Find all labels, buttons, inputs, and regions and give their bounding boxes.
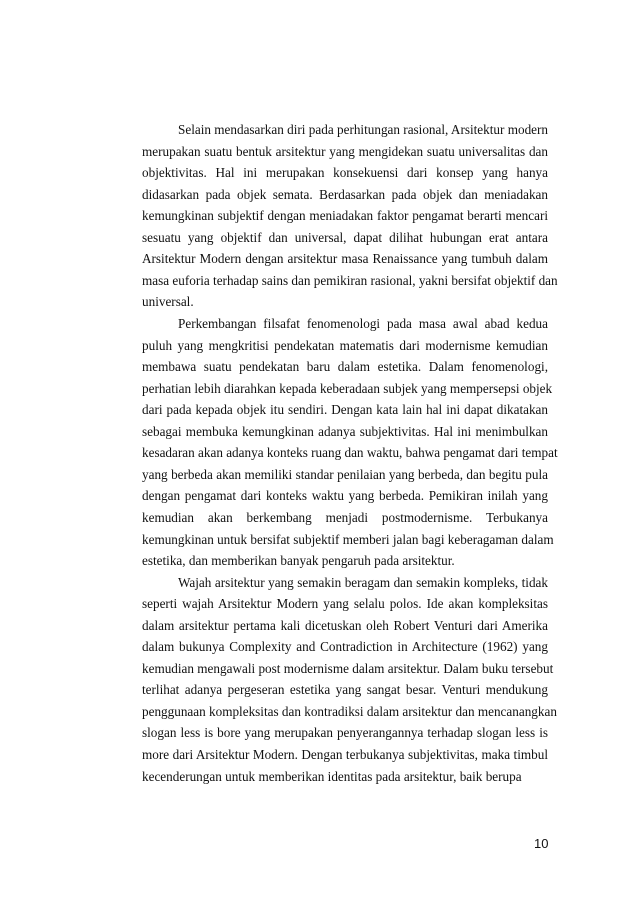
text-line: puluh yang mengkritisi pendekatan matematis dari modernisme kemudian xyxy=(142,337,548,353)
text-line: merupakan suatu bentuk arsitektur yang mengidekan suatu universalitas dan xyxy=(142,143,548,159)
text-line: universal. xyxy=(142,294,194,310)
text-line: perhatian lebih diarahkan kepada keberadaan subjek yang mempersepsi objek xyxy=(142,380,553,396)
text-line: dalam arsitektur pertama kali dicetuskan oleh Robert Venturi dari Amerika xyxy=(142,617,548,633)
text-line: Perkembangan filsafat fenomenologi pada masa awal abad kedua xyxy=(178,316,548,331)
text-line: dalam bukunya Complexity and Contradiction in Architecture (1962) yang xyxy=(142,639,548,655)
page-number: 10 xyxy=(534,836,549,851)
text-line: more dari Arsitektur Modern. Dengan terbukanya subjektivitas, maka timbul xyxy=(142,747,548,762)
text-line: objektivitas. Hal ini merupakan konsekuensi dari konsep yang hanya xyxy=(142,165,548,181)
text-line: slogan less is bore yang merupakan penyerangannya terhadap slogan less is xyxy=(142,725,548,741)
text-line: kemudian mengawali post modernisme dalam arsitektur. Dalam buku tersebut xyxy=(142,660,554,676)
text-line: dengan pengamat dari konteks waktu yang berbeda. Pemikiran inilah yang xyxy=(142,488,548,504)
text-line: kemungkinan subjektif dengan meniadakan faktor pengamat berarti mencari xyxy=(142,208,548,224)
text-line: yang berbeda akan memiliki standar penilaian yang berbeda, dan begitu pula xyxy=(142,466,548,482)
text-line: kecenderungan untuk memberikan identitas pada arsitektur, baik berupa xyxy=(142,768,522,784)
text-line: Arsitektur Modern dengan arsitektur masa Renaissance yang tumbuh dalam xyxy=(142,251,548,267)
text-line: didasarkan pada objek semata. Berdasarkan pada objek dan meniadakan xyxy=(142,186,548,202)
text-line: dari pada kepada objek itu sendiri. Dengan kata lain hal ini dapat dikatakan xyxy=(142,402,548,418)
text-line: Selain mendasarkan diri pada perhitungan rasional, Arsitektur modern xyxy=(178,122,548,137)
text-line: kemungkinan untuk bersifat subjektif memberi jalan bagi keberagaman dalam xyxy=(142,531,554,547)
text-line: penggunaan kompleksitas dan kontradiksi dalam arsitektur dan mencanangkan xyxy=(142,703,557,719)
text-line: Wajah arsitektur yang semakin beragam dan semakin kompleks, tidak xyxy=(178,574,548,590)
text-line: terlihat adanya pergeseran estetika yang sangat besar. Venturi mendukung xyxy=(142,682,548,698)
text-line: seperti wajah Arsitektur Modern yang selalu polos. Ide akan kompleksitas xyxy=(142,596,548,612)
text-line: sebagai membuka kemungkinan adanya subjektivitas. Hal ini menimbulkan xyxy=(142,423,548,439)
text-line: membawa suatu pendekatan baru dalam estetika. Dalam fenomenologi, xyxy=(142,359,548,375)
text-line: kesadaran akan adanya konteks ruang dan waktu, bahwa pengamat dari tempat xyxy=(142,445,558,461)
text-line: sesuatu yang objektif dan universal, dapat dilihat hubungan erat antara xyxy=(142,229,548,245)
text-line: kemudian akan berkembang menjadi postmodernisme. Terbukanya xyxy=(142,509,548,525)
text-line: masa euforia terhadap sains dan pemikiran rasional, yakni bersifat objektif dan xyxy=(142,272,558,288)
text-line: estetika, dan memberikan banyak pengaruh pada arsitektur. xyxy=(142,553,455,568)
